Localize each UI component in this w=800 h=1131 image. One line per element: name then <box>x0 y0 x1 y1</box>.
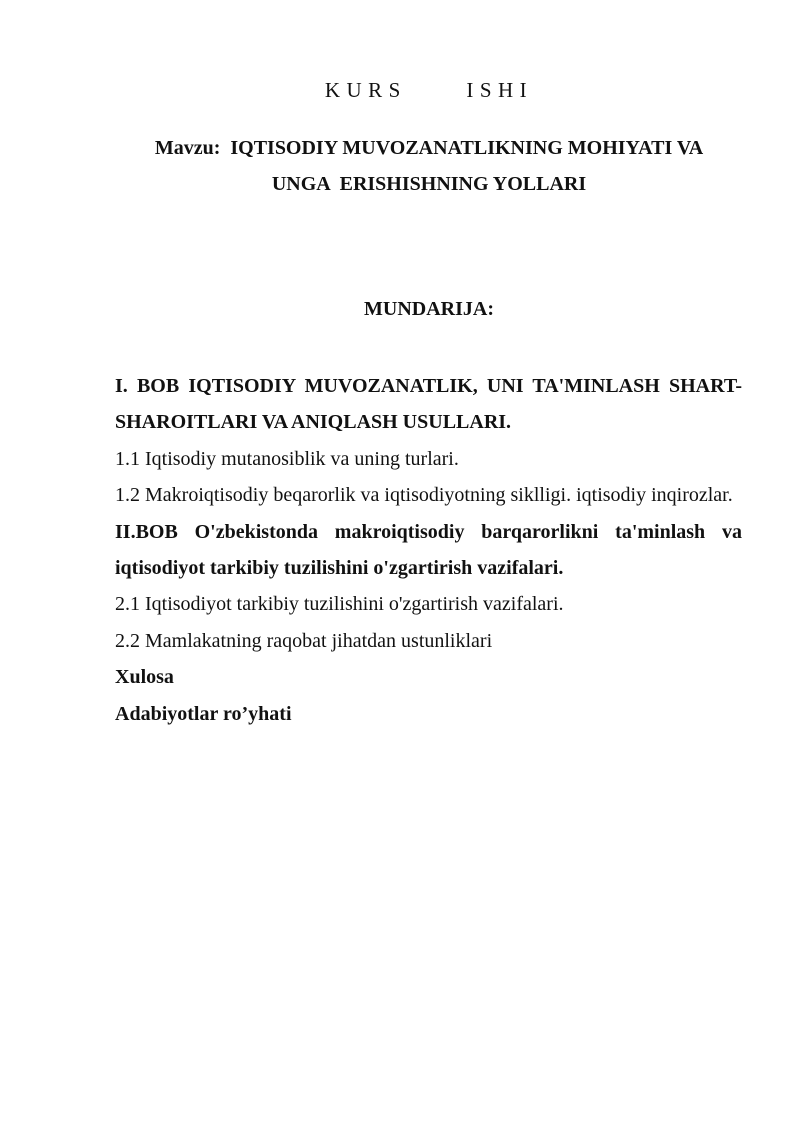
document-title: KURS ISHI <box>324 78 534 102</box>
table-of-contents <box>115 368 742 732</box>
toc-heading: MUNDARIJA: <box>364 298 494 320</box>
toc-section-1-2: 1.2 Makroiqtisodiy beqarorlik va iqtisodiyotning siklligi. iqtisodiy inqirozlar. <box>115 484 733 507</box>
toc-chapter-2: II.BOB O'zbekistonda makroiqtisodiy barqarorlikni ta'minlash va iqtisodiyot tarkibiy tuzilishini o'zgartirish vazifalari. <box>115 520 742 580</box>
topic-line-1: Mavzu: IQTISODIY MUVOZANATLIKNING MOHIYATI VA <box>154 137 704 159</box>
toc-chapter-1: I. BOB IQTISODIY MUVOZANATLIK, UNI TA'MINLASH SHART-SHAROITLARI VA ANIQLASH USULLARI. <box>115 375 742 434</box>
toc-section-2-1: 2.1 Iqtisodiyot tarkibiy tuzilishini o'zgartirish vazifalari. <box>115 593 564 616</box>
topic-line-2: UNGA ERISHISHNING YOLLARI <box>271 173 587 195</box>
toc-section-1-1: 1.1 Iqtisodiy mutanosiblik va uning turlari. <box>115 447 459 470</box>
document-topic <box>100 130 758 202</box>
toc-references: Adabiyotlar ro’yhati <box>115 702 292 725</box>
toc-section-2-2: 2.2 Mamlakatning raqobat jihatdan ustunliklari <box>115 629 493 652</box>
toc-conclusion: Xulosa <box>115 666 174 689</box>
